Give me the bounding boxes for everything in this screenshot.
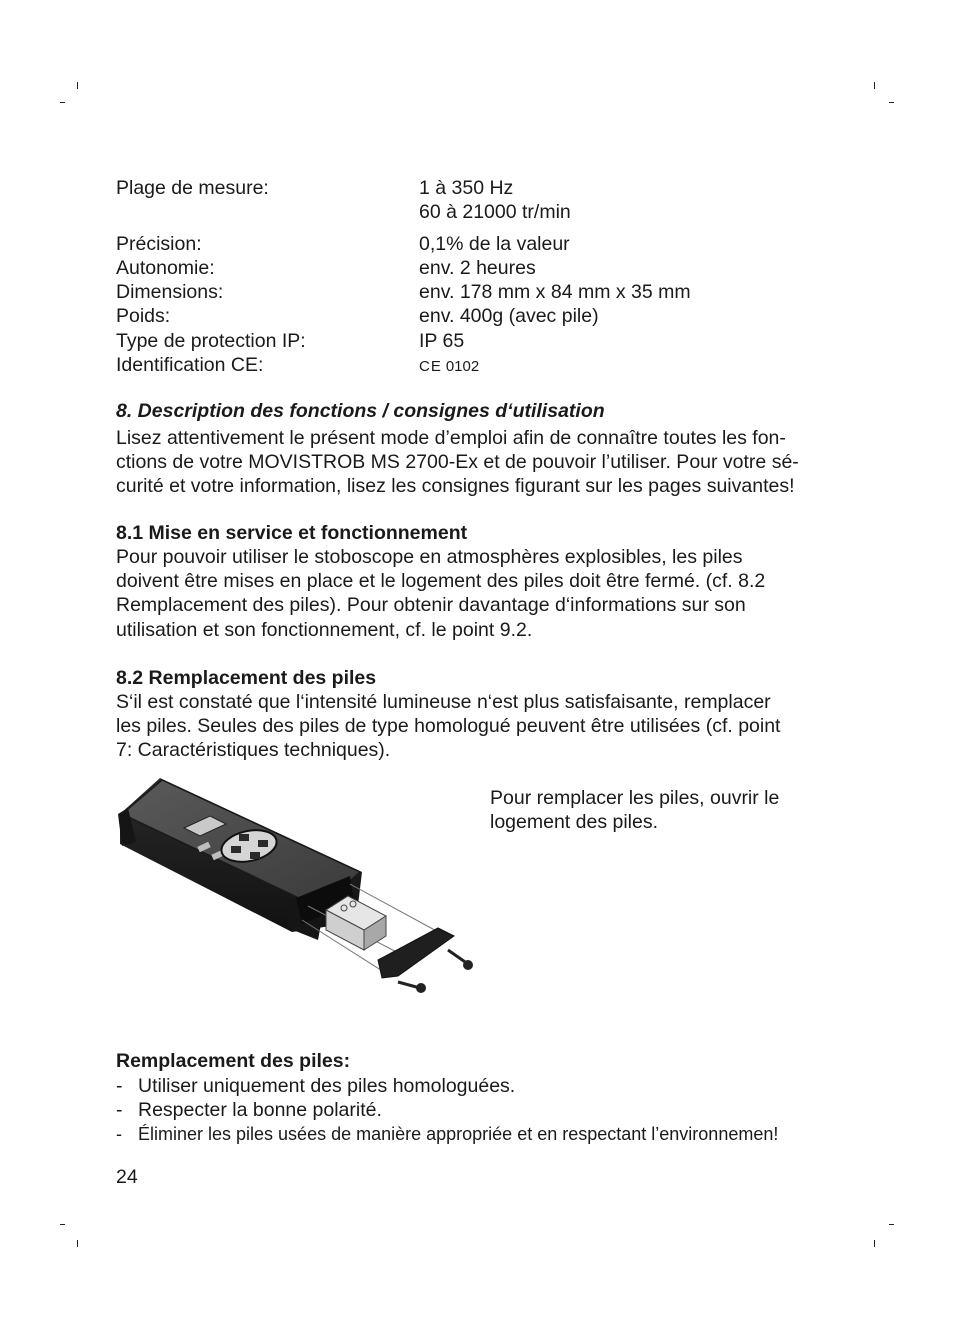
paragraph-line: S‘il est constaté que l‘intensité lumineuse n‘est plus satisfaisante, remplacer — [116, 691, 771, 713]
section-heading-8: 8. Description des fonctions / consignes d‘utilisation — [116, 400, 605, 422]
paragraph-line: Remplacement des piles). Pour obtenir davantage d‘informations sur son — [116, 594, 746, 617]
spec-value: env. 178 mm x 84 mm x 35 mm — [419, 281, 691, 303]
crop-mark-tr-h — [889, 102, 894, 103]
list-item — [116, 1122, 778, 1146]
list-dash: - — [116, 1075, 123, 1097]
ce-mark-icon: CE — [419, 358, 442, 375]
spec-value: env. 2 heures — [419, 257, 536, 279]
crop-mark-tr-v — [874, 82, 875, 89]
section-8-1-paragraph — [116, 545, 822, 642]
paragraph-line: les piles. Seules des piles de type homologué peuvent être utilisées (cf. point — [116, 715, 781, 738]
paragraph-line: Pour remplacer les piles, ouvrir le — [490, 787, 780, 809]
spec-value: IP 65 — [419, 330, 465, 352]
spec-value: 0,1% de la valeur — [419, 233, 570, 255]
spec-label: Précision: — [116, 233, 202, 255]
spec-value: 60 à 21000 tr/min — [419, 201, 571, 223]
crop-mark-tl-v — [77, 82, 78, 89]
list-item — [116, 1098, 778, 1122]
spec-label: Identification CE: — [116, 354, 264, 376]
page-number: 24 — [116, 1166, 138, 1188]
paragraph-line: Pour pouvoir utiliser le stoboscope en atmosphères explosibles, les piles — [116, 546, 743, 568]
list-item — [116, 1074, 778, 1098]
list-item-text: Utiliser uniquement des piles homologuées. — [138, 1075, 516, 1097]
keypad-key — [231, 846, 241, 853]
keypad-key — [250, 852, 260, 859]
section-8-2-paragraph — [116, 690, 822, 763]
paragraph-line: ctions de votre MOVISTROB MS 2700-Ex et de pouvoir l’utiliser. Pour votre sé- — [116, 451, 799, 474]
keypad-key — [258, 840, 268, 847]
crop-mark-br-v — [874, 1240, 875, 1247]
ce-code: 0102 — [445, 358, 480, 375]
paragraph-line: utilisation et son fonctionnement, cf. le point 9.2. — [116, 618, 533, 641]
battery-side-note — [490, 786, 779, 834]
screw-head — [416, 983, 426, 993]
screw-head — [463, 960, 473, 970]
battery-notes-heading: Remplacement des piles: — [116, 1050, 351, 1072]
section-8-paragraph — [116, 426, 822, 499]
crop-mark-bl-v — [77, 1240, 78, 1247]
paragraph-line: doivent être mises en place et le logement des piles doit être fermé. (cf. 8.2 — [116, 570, 766, 593]
spec-value-ce — [419, 353, 479, 379]
section-heading-8-2: 8.2 Remplacement des piles — [116, 667, 377, 689]
list-item-text: Éliminer les piles usées de manière appropriée et en respectant l’environnemen! — [138, 1124, 779, 1145]
crop-mark-bl-h — [60, 1224, 65, 1225]
spec-label: Dimensions: — [116, 281, 224, 303]
list-item-text: Respecter la bonne polarité. — [138, 1099, 382, 1122]
paragraph-line: logement des piles. — [490, 811, 659, 834]
spec-label: Autonomie: — [116, 257, 215, 279]
spec-value: 1 à 350 Hz — [419, 177, 514, 199]
spec-label: Poids: — [116, 305, 171, 327]
section-heading-8-1: 8.1 Mise en service et fonctionnement — [116, 522, 468, 544]
crop-mark-br-h — [889, 1224, 894, 1225]
crop-mark-tl-h — [60, 102, 65, 103]
spec-label: Type de protection IP: — [116, 330, 306, 352]
battery-notes-list — [116, 1074, 778, 1147]
paragraph-line: curité et votre information, lisez les consignes figurant sur les pages suivantes! — [116, 475, 795, 498]
stroboscope-battery-illustration — [112, 772, 482, 1004]
list-dash: - — [116, 1124, 122, 1145]
keypad-key — [239, 834, 249, 841]
paragraph-line: 7: Caractéristiques techniques). — [116, 739, 391, 762]
paragraph-line: Lisez attentivement le présent mode d’emploi afin de connaître toutes les fon- — [116, 427, 786, 449]
spec-value: env. 400g (avec pile) — [419, 305, 599, 327]
list-dash: - — [116, 1099, 123, 1122]
spec-label: Plage de mesure: — [116, 177, 269, 199]
battery-cover — [378, 928, 454, 978]
